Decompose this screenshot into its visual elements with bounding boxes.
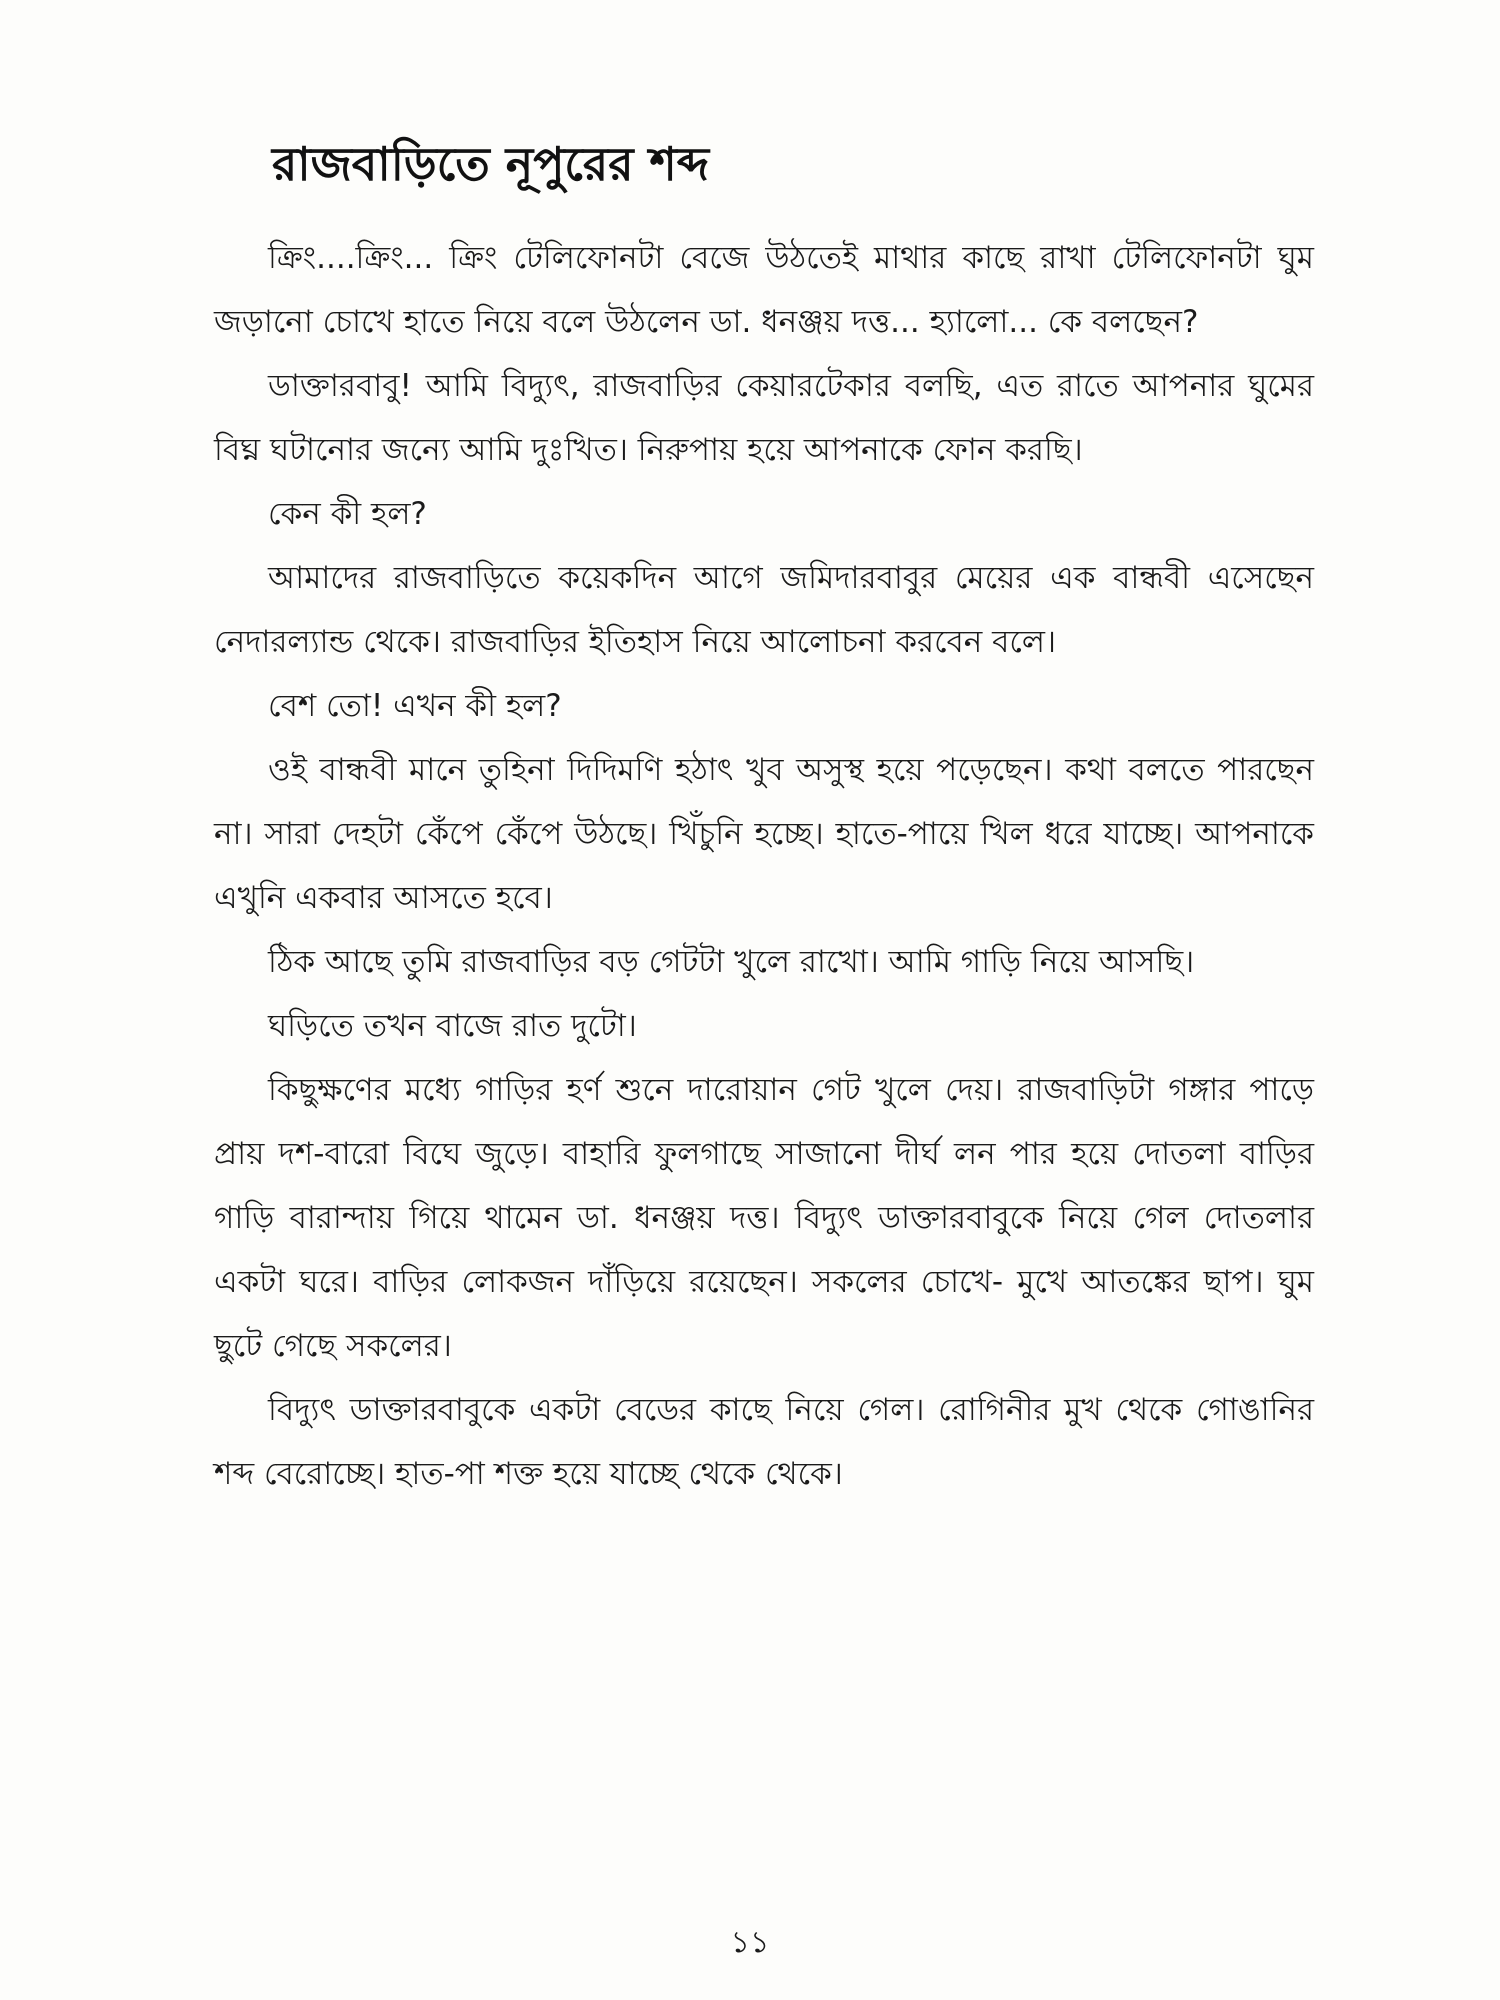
paragraph: ঘড়িতে তখন বাজে রাত দুটো। xyxy=(268,1008,637,1044)
story-body xyxy=(214,226,1314,1506)
paragraph: বেশ তো! এখন কী হল? xyxy=(268,688,562,724)
page-number: ১১ xyxy=(730,1925,770,1960)
paragraph: ক্রিং....ক্রিং... ক্রিং টেলিফোনটা বেজে উঠতেই মাথার কাছে রাখা টেলিফোনটা ঘুম জড়ানো চোখে হাতে নিয়ে বলে উঠলেন ডা. ধনঞ্জয় দত্ত... হ্যালো... কে বলছেন? xyxy=(214,240,1314,340)
paragraph: ডাক্তারবাবু! আমি বিদ্যুৎ, রাজবাড়ির কেয়ারটেকার বলছি, এত রাতে আপনার ঘুমের বিঘ্ন ঘটানোর জন্যে আমি দুঃখিত। নিরুপায় হয়ে আপনাকে ফোন করছি। xyxy=(214,368,1314,468)
paragraph: কিছুক্ষণের মধ্যে গাড়ির হর্ণ শুনে দারোয়ান গেট খুলে দেয়। রাজবাড়িটা গঙ্গার পাড়ে প্রায় দশ-বারো বিঘে জুড়ে। বাহারি ফুলগাছে সাজানো দীর্ঘ লন পার হয়ে দোতলা বাড়ির গাড়ি বারান্দায় গিয়ে থামেন ডা. ধনঞ্জয় দত্ত। বিদ্যুৎ ডাক্তারবাবুকে নিয়ে গেল দোতলার একটা ঘরে। বাড়ির লোকজন দাঁড়িয়ে রয়েছেন। সকলের চোখে- মুখে আতঙ্কের ছাপ। ঘুম ছুটে গেছে সকলের। xyxy=(214,1072,1314,1364)
paragraph: ওই বান্ধবী মানে তুহিনা দিদিমণি হঠাৎ খুব অসুস্থ হয়ে পড়েছেন। কথা বলতে পারছেন না। সারা দেহটা কেঁপে কেঁপে উঠছে। খিঁচুনি হচ্ছে। হাতে-পায়ে খিল ধরে যাচ্ছে। আপনাকে এখুনি একবার আসতে হবে। xyxy=(214,752,1314,916)
chapter-title: রাজবাড়িতে নূপুরের শব্দ xyxy=(272,137,710,191)
paragraph: ঠিক আছে তুমি রাজবাড়ির বড় গেটটা খুলে রাখো। আমি গাড়ি নিয়ে আসছি। xyxy=(268,944,1195,980)
paragraph: কেন কী হল? xyxy=(268,496,427,532)
paragraph: বিদ্যুৎ ডাক্তারবাবুকে একটা বেডের কাছে নিয়ে গেল। রোগিনীর মুখ থেকে গোঙানির শব্দ বেরোচ্ছে। হাত-পা শক্ত হয়ে যাচ্ছে থেকে থেকে। xyxy=(214,1392,1314,1492)
paragraph: আমাদের রাজবাড়িতে কয়েকদিন আগে জমিদারবাবুর মেয়ের এক বান্ধবী এসেছেন নেদারল্যান্ড থেকে। রাজবাড়ির ইতিহাস নিয়ে আলোচনা করবেন বলে। xyxy=(214,560,1314,660)
